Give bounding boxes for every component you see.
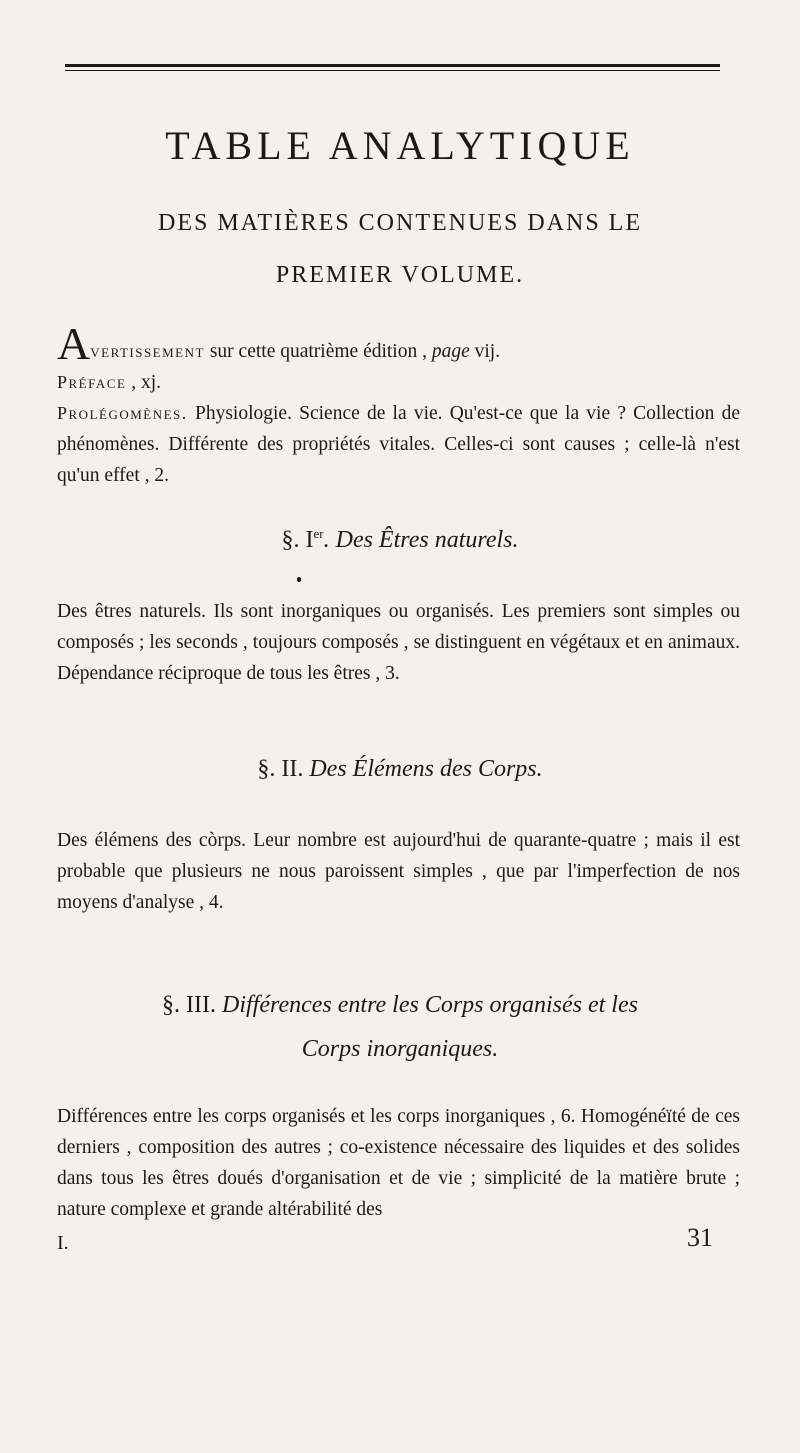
section-2-text: Des élémens des còrps. Leur nombre est aujourd'hui de quarante-quatre ; mais il est probable que plusieurs ne nous paroissent simples , que par l'imperfection de nos moyens d'analyse , 4. [57,830,740,913]
section-3-text: Différences entre les corps organisés et les corps inorganiques , 6. Homogénéïté de ces derniers , composition des autres ; co-existence nécessaire des liquides et des solides dans tous les êtres doués d'organisation et de vie ; simplicité de la matière brute ; nature complexe et grande altérabilité des [57,1106,740,1220]
section-1-number-sup: er [313,526,324,541]
prolegomenes-label: Prolégomènes. [57,403,188,423]
section-1-heading [0,526,800,554]
signature-mark: I. [57,1232,69,1254]
preface-entry [57,367,740,398]
dropcap-letter: A [57,318,91,369]
avertissement-page: vij. [469,341,501,362]
preface-label: Préface [57,372,127,392]
subtitle-line-2: PREMIER VOLUME. [275,262,525,288]
intro-paragraphs [57,318,740,491]
section-1-text: Des êtres naturels. Ils sont inorganiques ou organisés. Les premiers sont simples ou composés ; les seconds , toujours composés , se distinguent en végétaux et en animaux. Dépendance réciproque de tous les êtres , 3. [57,601,740,684]
avertissement-label: vertissement [90,341,205,361]
section-1-number: §. I [281,527,314,553]
section-2-title: Des Élémens des Corps. [303,756,543,782]
section-3-number: §. III. [162,992,217,1018]
section-2-number: §. II. [257,756,304,782]
signature-number: 31 [687,1223,713,1252]
preface-page: , xj. [126,372,162,393]
ornament-dot [297,577,301,582]
top-rule-thin [65,70,720,71]
avertissement-page-word: page [431,341,470,362]
avertissement-text: sur cette quatrième édition , [204,341,432,362]
prolegomenes-text: Physiologie. Science de la vie. Qu'est-ce que la vie ? Collection de phénomènes. Différente des propriétés vitales. Celles-ci sont causes ; celle-là n'est qu'un effet , 2. [57,403,740,486]
page-title: TABLE ANALYTIQUE [165,123,635,168]
section-1-title: . Des Êtres naturels. [323,527,519,553]
section-3-title-line2: Corps inorganiques. [301,1036,499,1062]
section-2-heading [0,756,800,783]
avertissement-entry [57,318,740,369]
subtitle-line-1: DES MATIÈRES CONTENUES DANS LE [157,210,642,236]
prolegomenes-entry [57,398,740,491]
top-rule-thick [65,64,720,67]
section-3-heading [0,992,800,1019]
section-3-title: Différences entre les Corps organisés et les [216,992,638,1018]
